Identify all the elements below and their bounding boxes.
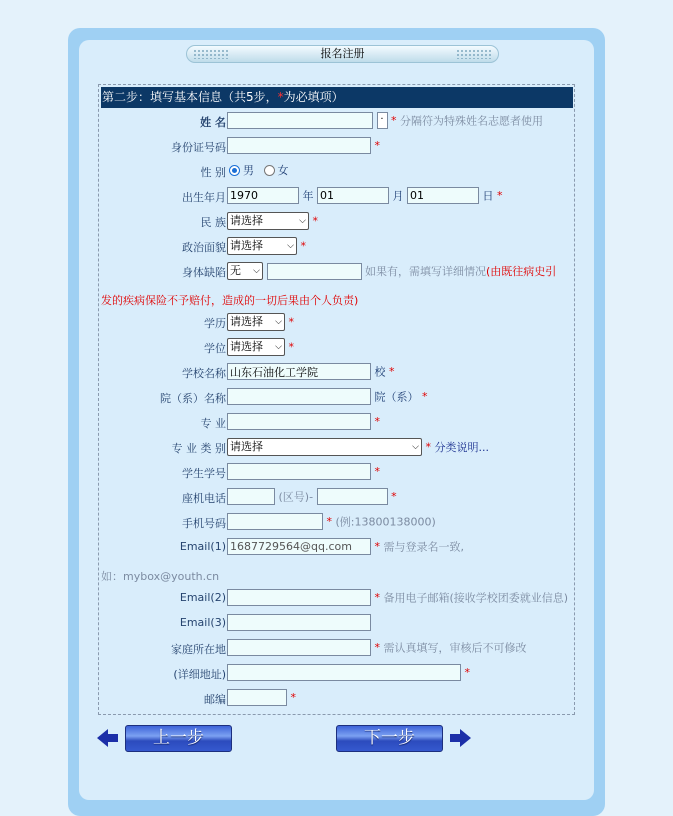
major-input[interactable] [227, 413, 371, 430]
major-category-select[interactable] [227, 438, 422, 456]
row-degree [99, 336, 576, 358]
step-header-text: 第二步：填写基本信息（共5步， [102, 90, 278, 104]
email2-input[interactable] [227, 589, 371, 606]
row-department [99, 386, 576, 408]
email2-control [227, 589, 568, 607]
row-id-number [99, 135, 576, 157]
required-star: * [326, 515, 332, 528]
major-label: 专 业 [200, 417, 226, 430]
category-help-link[interactable]: 分类说明... [434, 441, 489, 454]
row-gender [99, 160, 576, 182]
required-star: * [425, 440, 431, 454]
address-control [227, 664, 470, 682]
zip-control [227, 689, 296, 707]
education-select-value: 请选择 [230, 315, 263, 328]
student-id-label: 学生学号 [182, 467, 226, 480]
major-category-control [227, 438, 489, 456]
chevron-down-icon: ⌵ [299, 216, 306, 226]
row-landline [99, 486, 576, 508]
arrow-right-icon[interactable] [449, 728, 471, 748]
row-major-category [99, 436, 576, 458]
education-control [227, 313, 294, 331]
phone-number-input[interactable] [317, 488, 388, 505]
required-star: * [288, 315, 294, 329]
required-star: * [422, 390, 428, 403]
row-school [99, 361, 576, 383]
education-select[interactable] [227, 313, 285, 331]
required-star: * [389, 365, 395, 378]
zip-input[interactable] [227, 689, 287, 706]
home-input[interactable] [227, 639, 371, 656]
department-control [227, 388, 428, 406]
step-header-star: * [277, 90, 284, 104]
name-hint: 分隔符为特殊姓名志愿者使用 [400, 114, 543, 128]
ethnicity-select-value: 请选择 [230, 214, 263, 227]
address-label: (详细地址) [173, 668, 226, 681]
required-star: * [374, 139, 380, 152]
email2-label: Email(2) [179, 591, 226, 604]
disability-select-value: 无 [230, 264, 241, 277]
panel-title: 报名注册 [320, 47, 365, 60]
chevron-down-icon: ⌵ [275, 317, 282, 327]
school-input[interactable] [227, 363, 371, 380]
school-control [227, 363, 395, 381]
chevron-down-icon: ⌵ [253, 266, 260, 276]
required-star: * [464, 666, 470, 679]
required-star: * [374, 415, 380, 428]
row-education [99, 311, 576, 333]
gender-female-radio[interactable] [264, 165, 275, 176]
email1-hint: 需与登录名一致, [383, 540, 464, 554]
department-input[interactable] [227, 388, 371, 405]
row-email2 [99, 587, 576, 609]
home-label: 家庭所在地 [171, 643, 226, 656]
required-star: * [374, 465, 380, 478]
birth-control [227, 187, 503, 205]
degree-select-value: 请选择 [230, 340, 263, 353]
required-star: * [391, 114, 397, 127]
chevron-down-icon: ⌵ [275, 342, 282, 352]
row-student-id [99, 461, 576, 483]
dots-decoration-icon [193, 49, 229, 59]
email3-label: Email(3) [179, 616, 226, 629]
gender-control [227, 162, 289, 180]
dots-decoration-icon [456, 49, 492, 59]
email1-control [227, 538, 464, 556]
home-hint: 需认真填写，审核后不可修改 [383, 641, 527, 655]
next-step-button[interactable]: 下一步 [336, 725, 443, 752]
school-label: 学校名称 [182, 367, 226, 380]
mobile-example: (例:13800138000) [335, 515, 436, 529]
id-number-control [227, 137, 380, 155]
required-star: * [312, 214, 318, 228]
email1-example: 如：mybox@youth.cn [101, 570, 220, 583]
education-label: 学历 [204, 317, 226, 330]
birth-day-unit: 日 [482, 189, 494, 203]
required-star: * [391, 490, 397, 503]
school-suffix: 校 [374, 365, 386, 379]
major-category-label: 专 业 类 别 [171, 442, 226, 455]
area-code-label: (区号)- [278, 490, 314, 504]
birth-label: 出生年月 [182, 191, 226, 204]
department-label: 院（系）名称 [160, 392, 226, 405]
registration-form [98, 84, 575, 715]
row-email1 [99, 536, 576, 558]
politics-label: 政治面貌 [182, 241, 226, 254]
step-header-text-end: 为必填项） [283, 90, 344, 104]
name-label: 姓 名 [200, 116, 226, 129]
email1-label: Email(1) [179, 540, 226, 553]
gender-label: 性 别 [200, 166, 226, 179]
birth-month-unit: 月 [392, 189, 404, 203]
row-politics [99, 235, 576, 257]
required-star: * [300, 239, 306, 253]
degree-select[interactable] [227, 338, 285, 356]
panel-title-tab [186, 45, 499, 63]
mobile-label: 手机号码 [182, 517, 226, 530]
step-header [101, 87, 573, 108]
mobile-input[interactable] [227, 513, 323, 530]
disability-detail-input[interactable] [267, 263, 362, 280]
degree-control [227, 338, 294, 356]
email1-input[interactable] [227, 538, 371, 555]
gender-male-label: 男 [243, 164, 254, 177]
mobile-control [227, 513, 436, 531]
birth-day-input[interactable] [407, 187, 479, 204]
disability-hint: 如果有，需填写详细情况 [365, 265, 486, 278]
name-control [227, 112, 543, 130]
disability-select[interactable] [227, 262, 263, 280]
email3-input[interactable] [227, 614, 371, 631]
disability-label: 身体缺陷 [182, 266, 226, 279]
row-address [99, 662, 576, 684]
landline-label: 座机电话 [182, 492, 226, 505]
row-home [99, 637, 576, 659]
email3-control [227, 614, 371, 632]
major-category-select-value: 请选择 [230, 440, 263, 453]
department-suffix: 院（系） [374, 390, 419, 404]
row-email3 [99, 612, 576, 634]
politics-select[interactable] [227, 237, 297, 255]
arrow-left-icon[interactable] [97, 728, 119, 748]
birth-year-unit: 年 [302, 189, 314, 203]
student-id-control [227, 463, 380, 481]
required-star: * [374, 591, 380, 604]
id-number-input[interactable] [227, 137, 371, 154]
row-major [99, 411, 576, 433]
gender-male-radio[interactable] [229, 165, 240, 176]
chevron-down-icon: ⌵ [412, 442, 419, 452]
row-disability [99, 260, 576, 282]
row-ethnicity [99, 210, 576, 232]
prev-step-button[interactable]: 上一步 [125, 725, 232, 752]
required-star: * [374, 641, 380, 654]
zip-label: 邮编 [204, 693, 226, 706]
chevron-down-icon: ⌵ [287, 241, 294, 251]
required-star: * [374, 540, 380, 553]
disability-control [227, 262, 556, 280]
row-zip [99, 687, 576, 709]
landline-control [227, 488, 397, 506]
ethnicity-select[interactable] [227, 212, 309, 230]
major-control [227, 413, 380, 431]
politics-control [227, 237, 306, 255]
required-star: * [290, 691, 296, 704]
required-star: * [497, 189, 503, 202]
disability-warning-end: 发的疾病保险不予赔付，造成的一切后果由个人负责) [101, 294, 359, 307]
row-name [99, 110, 576, 132]
id-number-label: 身份证号码 [171, 141, 226, 154]
row-mobile [99, 511, 576, 533]
degree-label: 学位 [204, 342, 226, 355]
required-star: * [288, 340, 294, 354]
politics-select-value: 请选择 [230, 239, 263, 252]
name-input[interactable] [227, 112, 373, 129]
home-control [227, 639, 527, 657]
ethnicity-label: 民 族 [200, 216, 226, 229]
row-birth [99, 185, 576, 207]
birth-month-input[interactable] [317, 187, 389, 204]
student-id-input[interactable] [227, 463, 371, 480]
birth-year-input[interactable] [227, 187, 299, 204]
email2-hint: 备用电子邮箱(接收学校团委就业信息) [383, 591, 569, 605]
name-separator-button[interactable]: · [377, 112, 388, 129]
area-code-input[interactable] [227, 488, 275, 505]
disability-warning-start: (由既往病史引 [486, 265, 557, 278]
address-input[interactable] [227, 664, 461, 681]
gender-female-label: 女 [277, 164, 289, 177]
ethnicity-control [227, 212, 318, 230]
